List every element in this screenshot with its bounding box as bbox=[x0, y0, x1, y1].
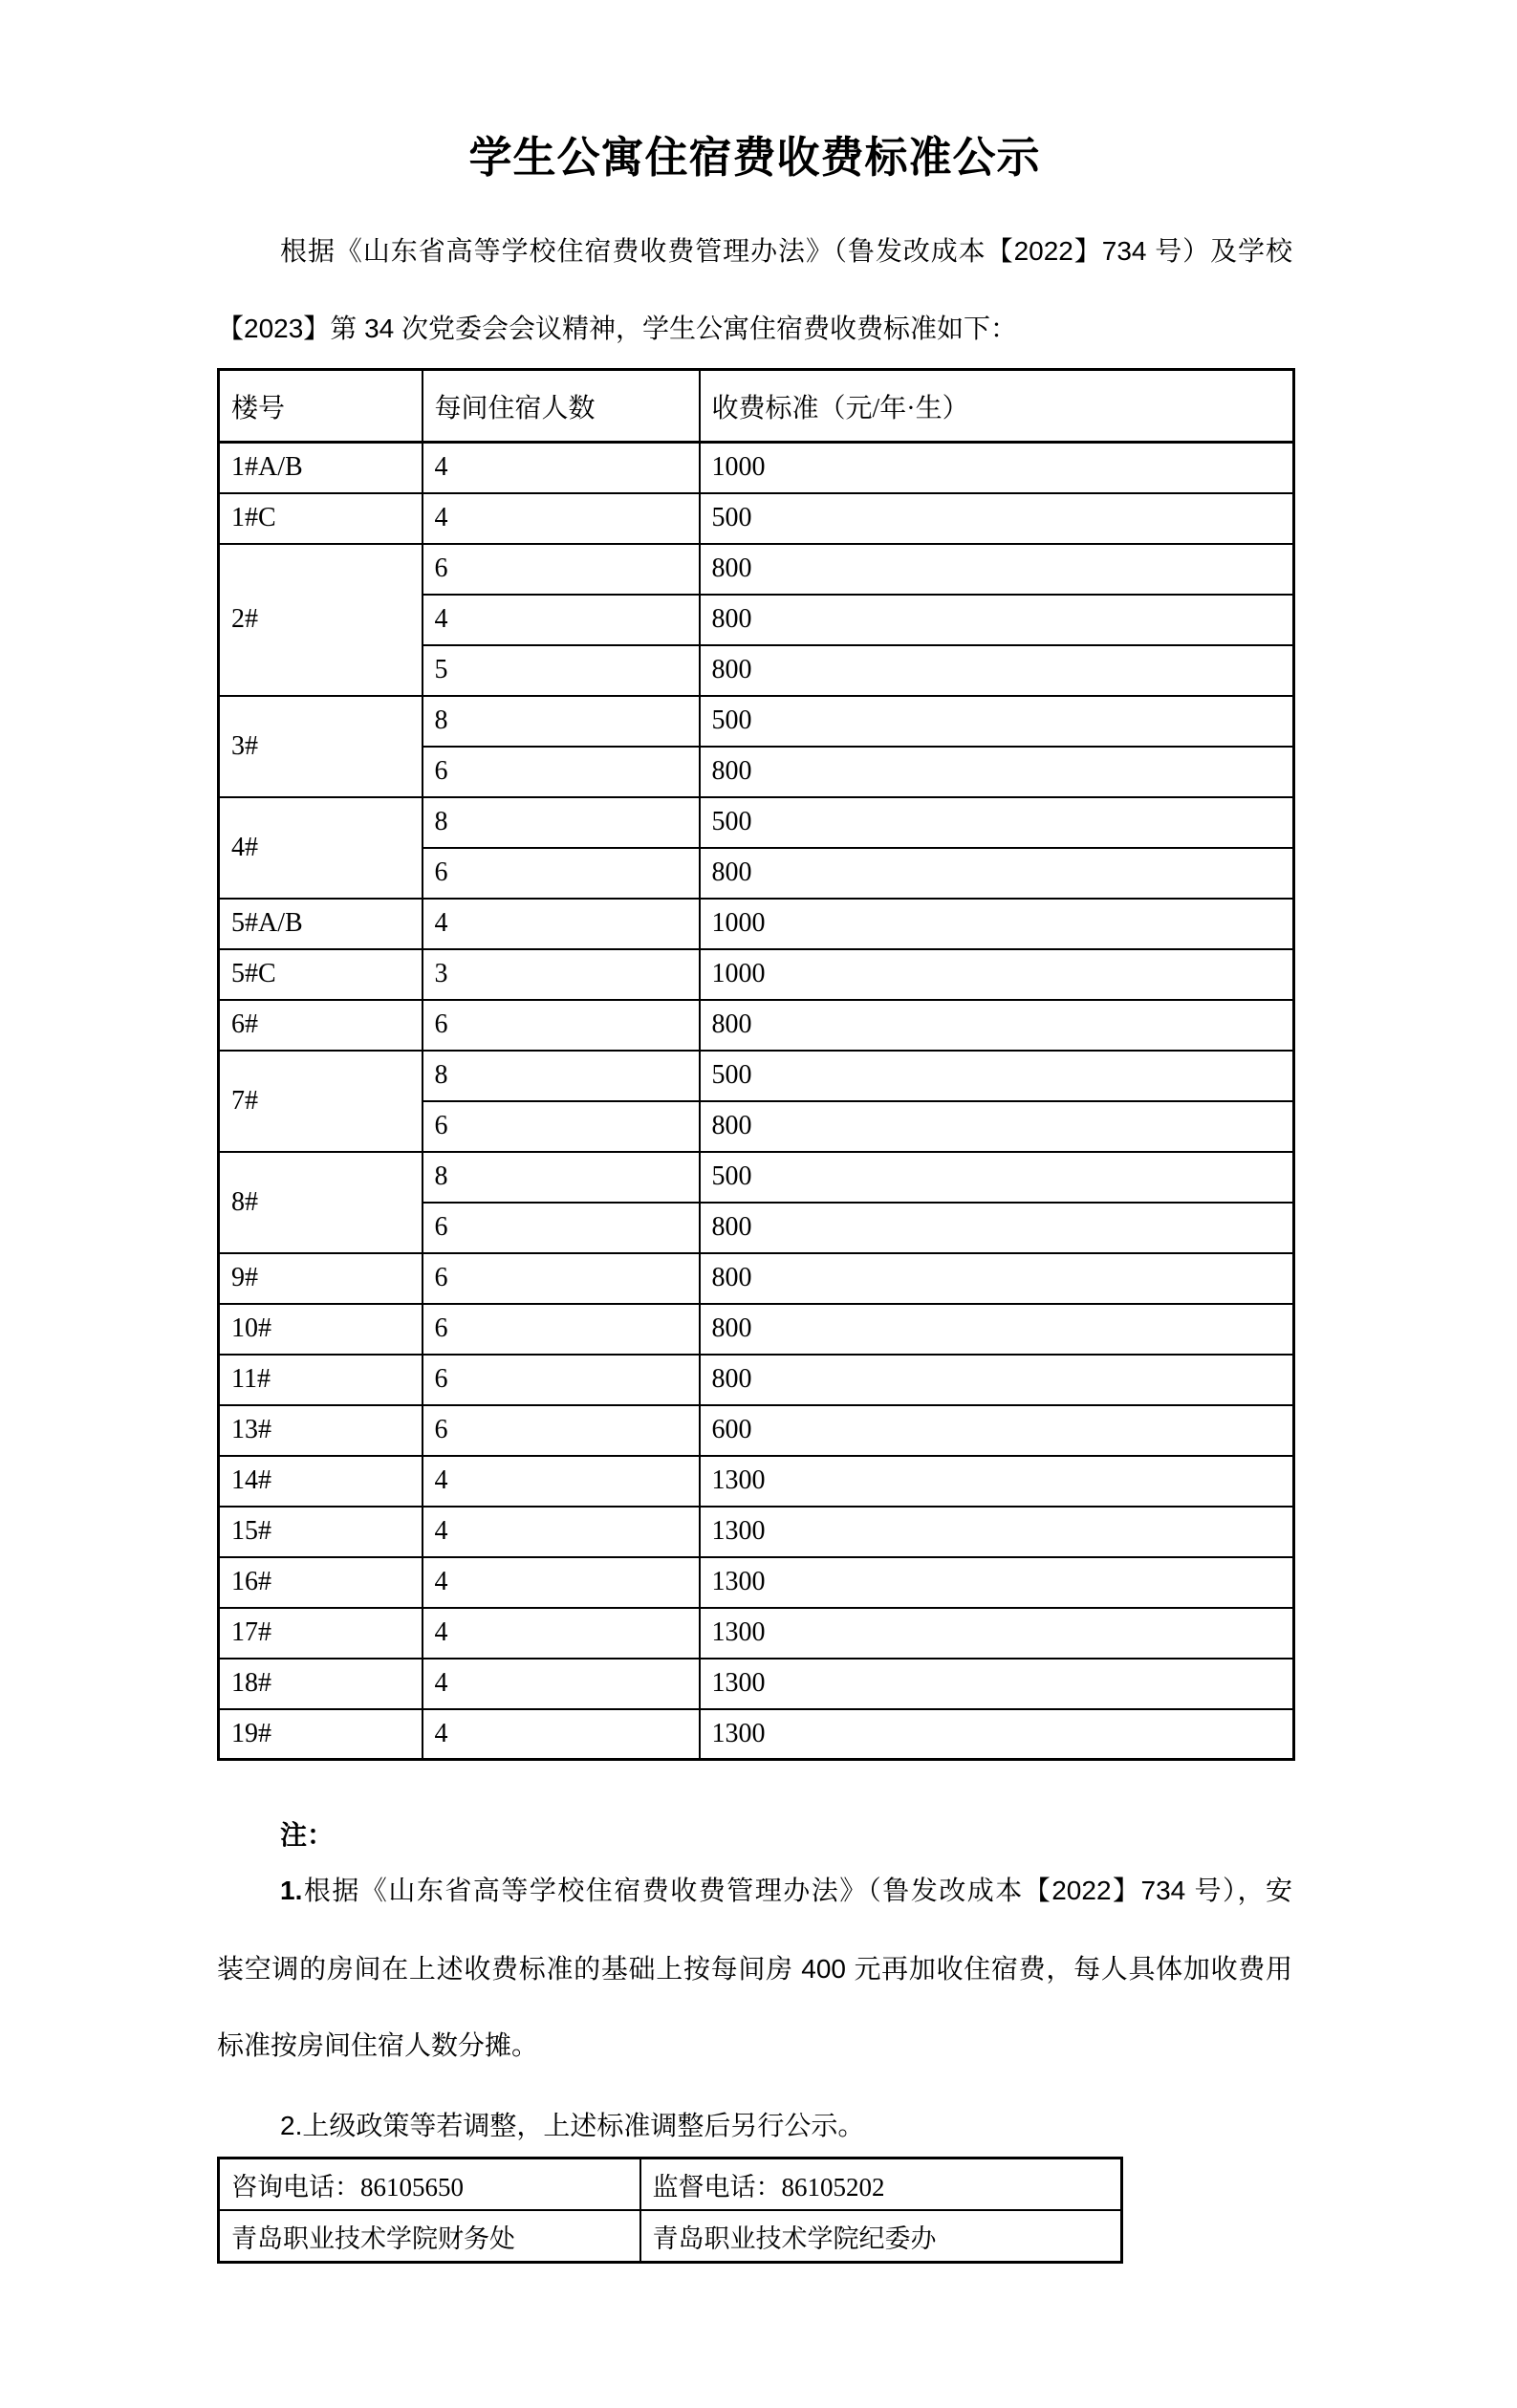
note-1-line-1-text: 根据《山东省高等学校住宿费收费管理办法》（鲁发改成本【2022】734 号），安 bbox=[302, 1876, 1292, 1905]
fee-table-header-row bbox=[219, 370, 1294, 443]
building-cell: 6# bbox=[219, 1000, 423, 1051]
building-cell: 16# bbox=[219, 1557, 423, 1608]
building-cell: 13# bbox=[219, 1405, 423, 1456]
fee-cell: 500 bbox=[700, 797, 1294, 848]
table-row bbox=[219, 1507, 1294, 1557]
table-row bbox=[219, 1405, 1294, 1456]
building-cell: 4# bbox=[219, 797, 423, 899]
fee-cell: 800 bbox=[700, 848, 1294, 899]
building-cell: 15# bbox=[219, 1507, 423, 1557]
occupancy-cell: 6 bbox=[423, 747, 700, 797]
fee-cell: 1300 bbox=[700, 1507, 1294, 1557]
occupancy-cell: 4 bbox=[423, 595, 700, 645]
table-row bbox=[219, 1000, 1294, 1051]
building-cell: 2# bbox=[219, 544, 423, 696]
fee-cell: 800 bbox=[700, 1000, 1294, 1051]
table-row bbox=[219, 1456, 1294, 1507]
table-row bbox=[219, 1709, 1294, 1760]
table-row bbox=[219, 1608, 1294, 1659]
occupancy-cell: 4 bbox=[423, 1608, 700, 1659]
table-row bbox=[219, 443, 1294, 493]
notes-label: 注： bbox=[280, 1820, 335, 1850]
occupancy-cell: 4 bbox=[423, 899, 700, 949]
supervise-phone-cell: 监督电话：86105202 bbox=[640, 2159, 1122, 2211]
occupancy-cell: 8 bbox=[423, 1152, 700, 1203]
occupancy-cell: 6 bbox=[423, 1405, 700, 1456]
building-cell: 18# bbox=[219, 1659, 423, 1709]
intro-line-1: 根据《山东省高等学校住宿费收费管理办法》（鲁发改成本【2022】734 号）及学校 bbox=[280, 236, 1292, 266]
building-cell: 10# bbox=[219, 1304, 423, 1355]
occupancy-cell: 6 bbox=[423, 1304, 700, 1355]
fee-cell: 1300 bbox=[700, 1557, 1294, 1608]
building-cell: 19# bbox=[219, 1709, 423, 1760]
fee-cell: 1300 bbox=[700, 1608, 1294, 1659]
occupancy-cell: 4 bbox=[423, 443, 700, 493]
occupancy-cell: 4 bbox=[423, 1557, 700, 1608]
building-cell: 14# bbox=[219, 1456, 423, 1507]
note-1-line-1 bbox=[217, 1874, 1292, 1907]
header-fee-standard: 收费标准（元/年·生） bbox=[700, 370, 1294, 443]
occupancy-cell: 6 bbox=[423, 1101, 700, 1152]
table-row bbox=[219, 1355, 1294, 1405]
building-cell: 1#A/B bbox=[219, 443, 423, 493]
table-row bbox=[219, 696, 1294, 747]
consult-phone-cell: 咨询电话：86105650 bbox=[219, 2159, 640, 2211]
table-row bbox=[219, 544, 1294, 595]
occupancy-cell: 4 bbox=[423, 1709, 700, 1760]
fee-cell: 500 bbox=[700, 493, 1294, 544]
note-2: 2.上级政策等若调整，上述标准调整后另行公示。 bbox=[280, 2111, 865, 2140]
note-1-number: 1. bbox=[280, 1876, 303, 1905]
building-cell: 3# bbox=[219, 696, 423, 797]
building-cell: 9# bbox=[219, 1253, 423, 1304]
table-row bbox=[219, 1152, 1294, 1203]
occupancy-cell: 8 bbox=[423, 797, 700, 848]
building-cell: 17# bbox=[219, 1608, 423, 1659]
fee-cell: 800 bbox=[700, 1355, 1294, 1405]
fee-cell: 1000 bbox=[700, 949, 1294, 1000]
occupancy-cell: 3 bbox=[423, 949, 700, 1000]
fee-cell: 1000 bbox=[700, 899, 1294, 949]
fee-cell: 500 bbox=[700, 696, 1294, 747]
fee-cell: 800 bbox=[700, 645, 1294, 696]
occupancy-cell: 4 bbox=[423, 1507, 700, 1557]
fee-cell: 800 bbox=[700, 595, 1294, 645]
contact-row-departments bbox=[219, 2210, 1122, 2263]
occupancy-cell: 4 bbox=[423, 493, 700, 544]
intro-line-2: 【2023】第 34 次党委会会议精神，学生公寓住宿费收费标准如下： bbox=[217, 314, 1017, 343]
table-row bbox=[219, 797, 1294, 848]
contact-row-phones bbox=[219, 2159, 1122, 2211]
fee-cell: 1000 bbox=[700, 443, 1294, 493]
table-row bbox=[219, 1253, 1294, 1304]
building-cell: 8# bbox=[219, 1152, 423, 1253]
note-1-line-3: 标准按房间住宿人数分摊。 bbox=[217, 2030, 539, 2060]
occupancy-cell: 6 bbox=[423, 1253, 700, 1304]
note-1-line-2: 装空调的房间在上述收费标准的基础上按每间房 400 元再加收住宿费，每人具体加收费用 bbox=[217, 1954, 1292, 1984]
occupancy-cell: 6 bbox=[423, 1000, 700, 1051]
occupancy-cell: 8 bbox=[423, 1051, 700, 1101]
fee-cell: 600 bbox=[700, 1405, 1294, 1456]
occupancy-cell: 6 bbox=[423, 1355, 700, 1405]
table-row bbox=[219, 1557, 1294, 1608]
occupancy-cell: 4 bbox=[423, 1659, 700, 1709]
fee-cell: 800 bbox=[700, 1101, 1294, 1152]
fee-cell: 800 bbox=[700, 544, 1294, 595]
header-occupancy: 每间住宿人数 bbox=[423, 370, 700, 443]
discipline-office-cell: 青岛职业技术学院纪委办 bbox=[640, 2210, 1122, 2263]
fee-cell: 1300 bbox=[700, 1659, 1294, 1709]
fee-cell: 800 bbox=[700, 1253, 1294, 1304]
occupancy-cell: 8 bbox=[423, 696, 700, 747]
building-cell: 5#A/B bbox=[219, 899, 423, 949]
occupancy-cell: 6 bbox=[423, 1203, 700, 1253]
occupancy-cell: 5 bbox=[423, 645, 700, 696]
table-row bbox=[219, 493, 1294, 544]
fee-cell: 1300 bbox=[700, 1456, 1294, 1507]
table-row bbox=[219, 899, 1294, 949]
table-row bbox=[219, 1304, 1294, 1355]
header-building: 楼号 bbox=[219, 370, 423, 443]
occupancy-cell: 4 bbox=[423, 1456, 700, 1507]
table-row bbox=[219, 949, 1294, 1000]
building-cell: 7# bbox=[219, 1051, 423, 1152]
table-row bbox=[219, 1051, 1294, 1101]
fee-cell: 500 bbox=[700, 1051, 1294, 1101]
page-title: 学生公寓住宿费收费标准公示 bbox=[468, 133, 1041, 182]
occupancy-cell: 6 bbox=[423, 544, 700, 595]
building-cell: 11# bbox=[219, 1355, 423, 1405]
occupancy-cell: 6 bbox=[423, 848, 700, 899]
contact-table bbox=[217, 2157, 1123, 2264]
fee-cell: 800 bbox=[700, 1203, 1294, 1253]
fee-table bbox=[217, 368, 1295, 1761]
building-cell: 1#C bbox=[219, 493, 423, 544]
finance-dept-cell: 青岛职业技术学院财务处 bbox=[219, 2210, 640, 2263]
fee-cell: 1300 bbox=[700, 1709, 1294, 1760]
building-cell: 5#C bbox=[219, 949, 423, 1000]
fee-cell: 800 bbox=[700, 747, 1294, 797]
fee-cell: 500 bbox=[700, 1152, 1294, 1203]
table-row bbox=[219, 1659, 1294, 1709]
fee-cell: 800 bbox=[700, 1304, 1294, 1355]
